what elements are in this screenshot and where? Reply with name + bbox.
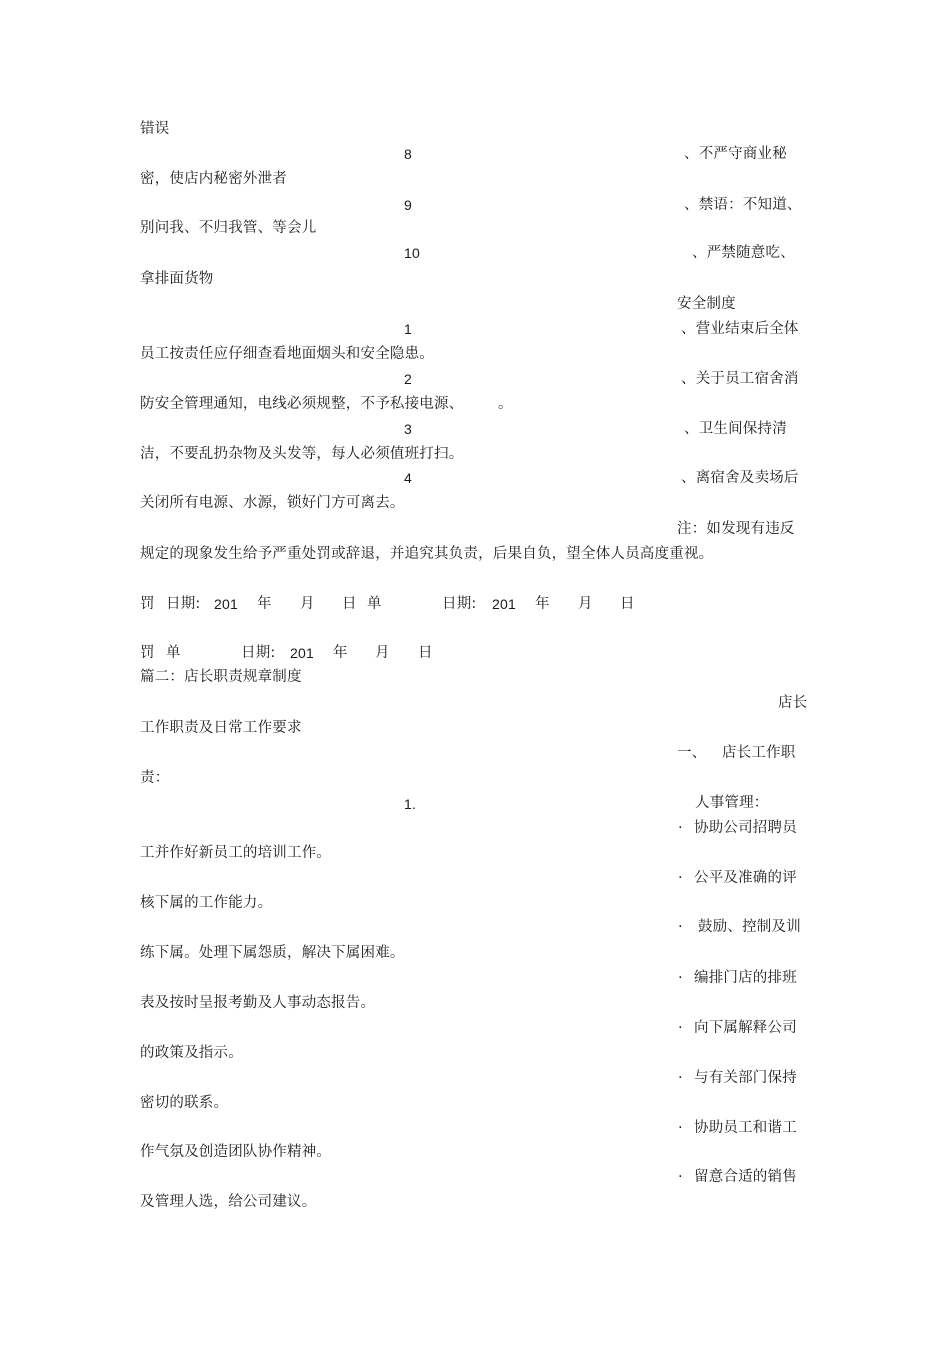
text-line: 拿排面货物 [140,271,214,287]
text-line: 、严禁随意吃、 [692,245,795,261]
bullet-text: 公平及准确的评 [694,870,797,886]
form-year: 201 [290,645,314,661]
bullet-dot: · [678,1070,683,1086]
text-line: 店长 [778,695,808,711]
text-line: 关闭所有电源、水源，锁好门方可离去。 [140,495,405,511]
form-ri: 日 [418,645,433,661]
bullet-text: 协助员工和谐工 [694,1120,797,1136]
note-label: 注：如发现有违反 [677,521,795,537]
form-nian: 年 [333,645,348,661]
item-number: 3 [404,421,412,437]
form-nian: 年 [535,596,550,612]
item-number: 8 [404,146,412,162]
text-line: 密切的联系。 [140,1095,229,1111]
form-date-label: 日期: [241,645,276,661]
item-number: 4 [404,470,412,486]
text-line: 防安全管理通知，电线必须规整，不予私接电源、 [140,396,464,412]
form-yue: 月 [375,645,390,661]
bullet-text: 协助公司招聘员 [694,820,797,836]
text-line: 员工按责任应仔细查看地面烟头和安全隐患。 [140,346,434,362]
text-line: 规定的现象发生给予严重处罚或辞退，并追究其负责，后果自负，望全体人员高度重视。 [140,546,714,562]
text-line: 核下属的工作能力。 [140,895,273,911]
text-punctuation: 。 [498,396,513,412]
item-number: 2 [404,371,412,387]
text-line: 的政策及指示。 [140,1045,243,1061]
part-number: 一、 [677,745,707,761]
form-year: 201 [214,596,238,612]
form-ri: 日 [620,596,635,612]
bullet-text: 编排门店的排班 [694,970,797,986]
part-title: 店长工作职 [722,745,796,761]
text-line: 表及按时呈报考勤及人事动态报告。 [140,995,376,1011]
bullet-text: 留意合适的销售 [694,1169,797,1185]
form-date-label: 日期: [166,596,201,612]
text-line: 别问我、不归我管、等会儿 [140,220,317,236]
item-number: 10 [404,245,420,261]
text-line: 洁，不要乱扔杂物及头发等，每人必须值班打扫。 [140,446,464,462]
item-number: 1 [404,321,412,337]
bullet-dot: · [678,820,683,836]
bullet-text: 鼓励、控制及训 [698,919,801,935]
text-line: 、卫生间保持清 [684,421,787,437]
bullet-dot: · [678,1020,683,1036]
text-line: 、营业结束后全体 [681,321,799,337]
chapter-heading: 篇二：店长职责规章制度 [140,669,302,685]
text-line: 、关于员工宿舍消 [681,371,799,387]
form-date-label: 日期: [442,596,477,612]
form-fa: 罚 [140,596,155,612]
item-number: 1. [404,796,417,812]
item-number: 9 [404,197,412,213]
bullet-dot: · [678,919,683,935]
text-line: 密，使店内秘密外泄者 [140,171,287,187]
form-dan: 单 [166,645,181,661]
form-nian: 年 [257,596,272,612]
text-line: 责： [140,770,170,786]
text-line: 、不严守商业秘 [684,146,787,162]
bullet-text: 向下属解释公司 [694,1020,797,1036]
form-ri: 日 [342,596,357,612]
text-line: 工作职责及日常工作要求 [140,720,302,736]
sub-title: 人事管理： [695,795,769,811]
form-yue: 月 [300,596,315,612]
form-fa: 罚 [140,645,155,661]
text-line: 、离宿舍及卖场后 [681,470,799,486]
text-line: 及管理人选，给公司建议。 [140,1194,317,1210]
bullet-text: 与有关部门保持 [694,1070,797,1086]
text-line: 、禁语：不知道、 [684,197,802,213]
bullet-dot: · [678,1169,683,1185]
text-line: 练下属。处理下属怨质，解决下属困难。 [140,945,405,961]
form-dan: 单 [367,596,382,612]
form-yue: 月 [578,596,593,612]
bullet-dot: · [678,970,683,986]
text-line: 工并作好新员工的培训工作。 [140,845,332,861]
text-line: 错误 [140,121,170,137]
bullet-dot: · [678,1120,683,1136]
form-year: 201 [492,596,516,612]
text-line: 作气氛及创造团队协作精神。 [140,1144,332,1160]
bullet-dot: · [678,870,683,886]
section-title: 安全制度 [677,296,736,312]
